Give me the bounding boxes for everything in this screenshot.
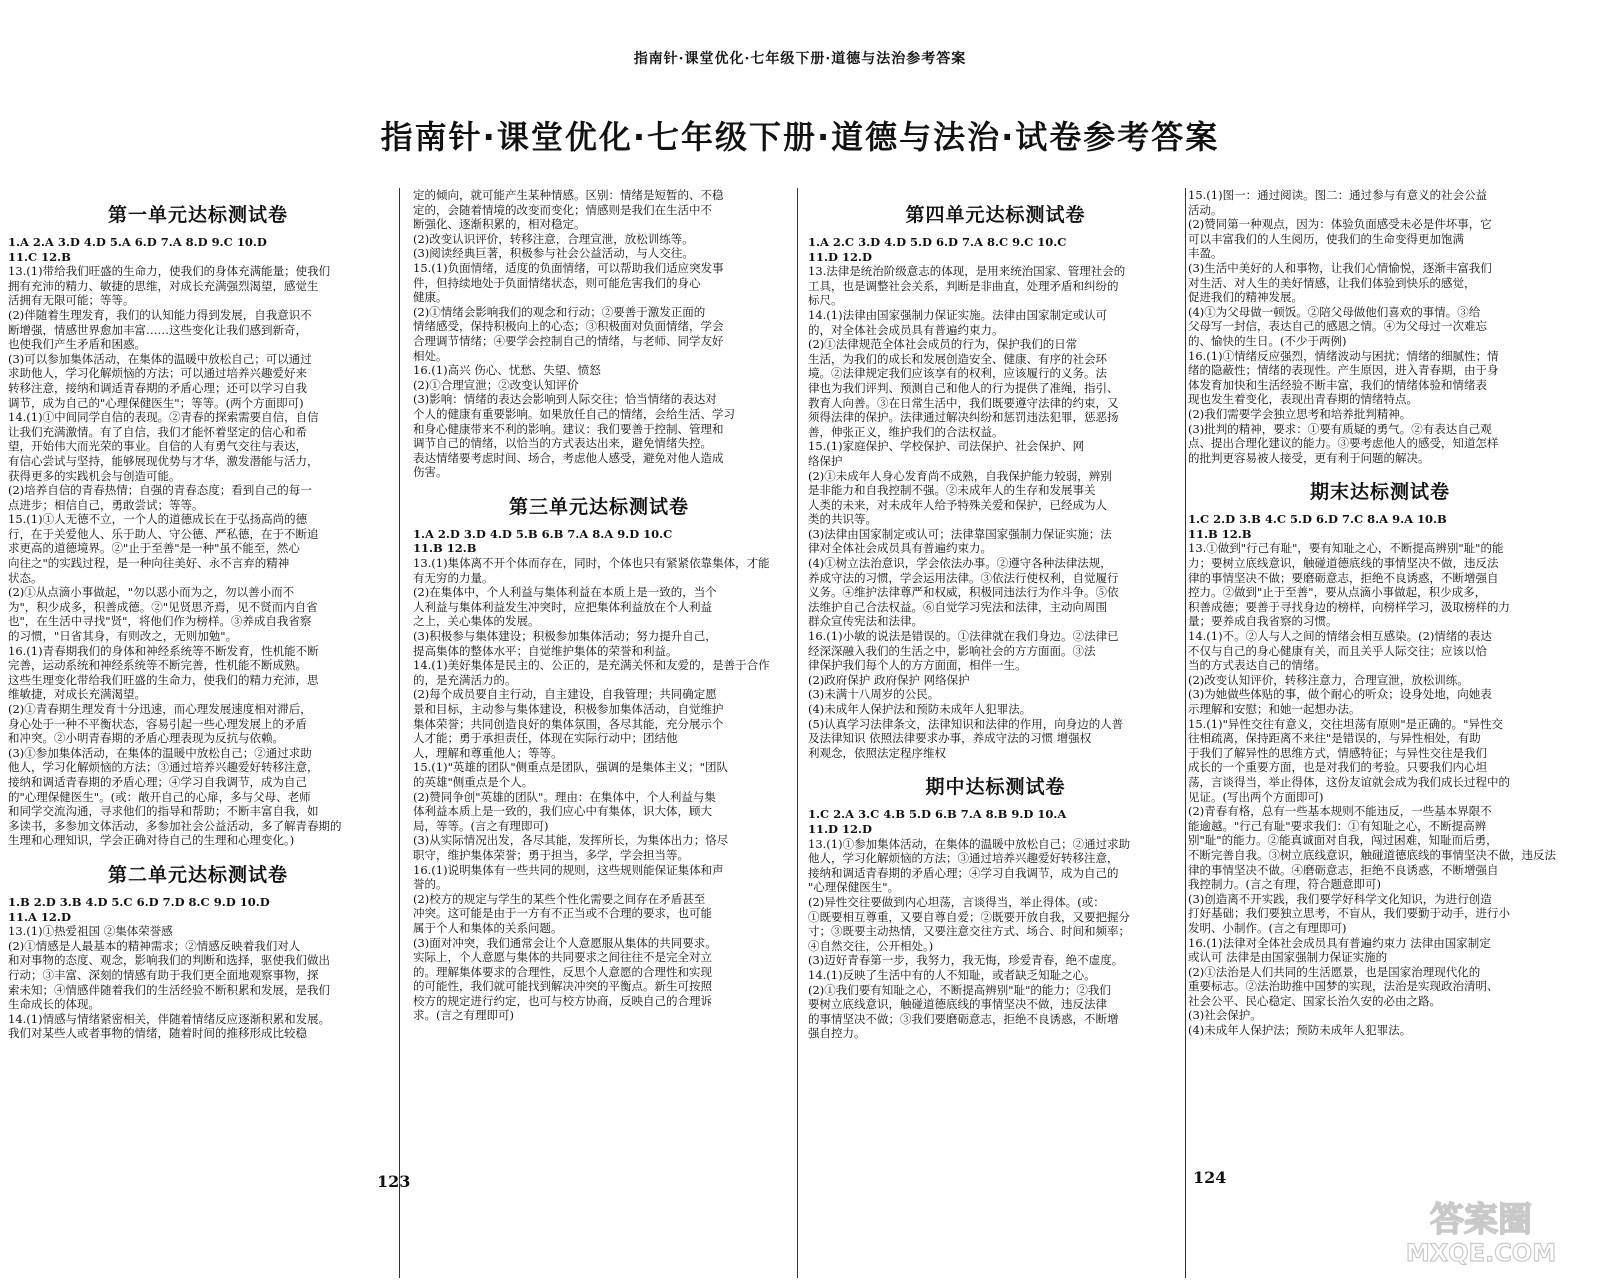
- answer-line: 景和目标，主动参与集体建设，积极参加集体活动，自觉维护: [413, 702, 724, 716]
- answer-line: 往相疏离，保持距离不来往"是错误的，与异性相处，有助: [1188, 731, 1481, 746]
- answer-line: 14.(1)情感与情绪紧密相关，伴随着情绪反应逐渐积累和发展。: [8, 1011, 331, 1026]
- answer-line: (2)①合理宣泄；②改变认知评价: [413, 377, 579, 392]
- answer-line: (2)赞同第一种观点，因为：体验负面感受未必是件坏事，它: [1188, 217, 1492, 232]
- answer-line: 行，在于关爱他人、乐于助人、守公德、严私德，在于不断追: [8, 526, 319, 541]
- answer-line: 望，开始伟大而光荣的事业。自信的人有勇气交往与表达，: [8, 439, 307, 454]
- answer-line: 拥有充沛的精力、敏捷的思维，对成长充满强烈渴望，感觉生: [8, 278, 319, 293]
- answer-line: ①既要相互尊重，又要自尊自爱；②既要开放自我，又要把握分: [808, 909, 1130, 924]
- answer-line: 不仅与自己的身心健康有关，而且关乎人际交往；应该以恰: [1188, 643, 1487, 658]
- answer-line: 定的倾向，就可能产生某种情感。区别：情绪是短暂的、不稳: [413, 188, 724, 202]
- answer-line: 维敏捷，对成长充满渴望。: [8, 687, 146, 702]
- answer-line: 标尺。: [808, 293, 843, 308]
- answer-line: 生命成长的体现。: [8, 997, 100, 1012]
- answer-line: 1.A 2.C 3.D 4.D 5.D 6.D 7.A 8.C 9.C 10.C: [808, 235, 1067, 249]
- answer-line: ④自然交往，公开相处。): [808, 938, 934, 953]
- answer-line: 多读书，多参加文体活动，多参加社会公益活动，多了解青春期的: [8, 818, 342, 833]
- answer-block: [1188, 541, 1572, 1037]
- answer-line: 13.①做到"行己有耻"，要有知耻之心，不断提高辨别"耻"的能: [1188, 541, 1504, 556]
- answer-line: 类的共识等。: [808, 512, 877, 527]
- section-title: 期中达标测试卷: [925, 776, 1066, 799]
- answer-line: 实际上，个人意愿与集体的共同要求之间往往不是完全对立: [413, 950, 712, 965]
- answer-line: 律对全体社会成员具有普遍约束力。: [808, 541, 992, 556]
- answer-line: 集体荣誉；共同创造良好的集体氛围，各尽其能，充分展示个: [413, 716, 724, 731]
- answer-line: (4)①树立法治意识，学会依法办事。②遵守各种法律法规，: [808, 556, 1112, 571]
- answer-line: 1.C 2.A 3.C 4.B 5.D 6.B 7.A 8.B 9.D 10.A: [808, 807, 1067, 822]
- answer-line: 他人，学习化解烦恼的方法；③通过培养兴趣爱好转移注意，: [808, 851, 1119, 866]
- answer-line: 强自控力。: [808, 1026, 866, 1041]
- answer-line: 14.(1)反映了生活中有的人不知耻，或者缺乏知耻之心。: [808, 967, 1096, 982]
- answer-line: (4)①为父母做一顿饭。②陪父母做他们喜欢的事情。③给: [1188, 304, 1481, 319]
- section-title: 第一单元达标测试卷: [107, 204, 288, 226]
- answer-line: 善，伸张正义，维护我们的合法权益。: [808, 424, 1004, 439]
- answer-line: 之上，关心集体的发展。: [413, 614, 540, 629]
- column-divider: [797, 188, 798, 1278]
- answer-line: 提高集体的整体水平；自觉维护集体的荣誉和利益。: [413, 643, 678, 658]
- answer-line: (2)在集体中，个人利益与集体利益在本质上是一致的，当个: [413, 585, 717, 600]
- answer-line: 示理解和安慰；和她一起想办法。: [1188, 702, 1361, 716]
- answer-line: (3)法律由国家制定或认可；法律靠国家强制力保证实施；法: [808, 526, 1112, 541]
- answer-line: (3)阅读经典巨著，积极参与社会公益活动，与人交往。: [413, 246, 694, 261]
- answer-line: 丰盈。: [1188, 246, 1223, 261]
- answer-line: 有无穷的力量。: [413, 570, 494, 585]
- answer-line: 积善成德；要善于寻找身边的榜样，向榜样学习，汲取榜样的力: [1188, 599, 1510, 614]
- answer-block: [8, 264, 388, 848]
- answer-line: (3)可以参加集体活动，在集体的温暖中放松自己；可以通过: [8, 351, 312, 366]
- answer-line: 11.B 12.B: [413, 541, 477, 556]
- answer-line: 教育人向善。③在日常生活中，我们既要遵守法律的约束，又: [808, 395, 1119, 410]
- answer-line: 13.(1)集体离不开个体而存在，同时，个体也只有紧紧依靠集体，才能: [413, 556, 770, 571]
- section-title: 第二单元达标测试卷: [107, 863, 288, 886]
- answer-line: 的。理解集体要求的合理性，反思个人意愿的合理性和实现: [413, 964, 712, 979]
- answer-line: 1.C 2.D 3.B 4.C 5.D 6.D 7.C 8.A 9.A 10.B: [1188, 512, 1447, 527]
- answer-line: 的可能性，我们就可能找到解决冲突的平衡点。新生可按照: [413, 979, 712, 994]
- answer-block: [1188, 188, 1572, 465]
- answer-line: (2)青春有格，总有一些基本规则不能违反，一些基本界限不: [1188, 804, 1492, 819]
- answer-line: (3)积极参与集体建设；积极参加集体活动；努力提升自己，: [413, 629, 717, 644]
- answer-line: 属于个人和集体的关系问题。: [413, 920, 563, 935]
- choice-answers: [8, 235, 388, 264]
- answer-line: 打好基础；我们要独立思考，不盲从，我们要勤于动手，进行小: [1188, 906, 1510, 921]
- section-title: 期末达标测试卷: [1309, 481, 1450, 504]
- watermark-text-cn: 答案圈: [1430, 1200, 1532, 1240]
- choice-answers: [413, 527, 785, 556]
- answer-line: 15.(1)负面情绪，适度的负面情绪，可以帮助我们适应突发事: [413, 260, 724, 275]
- answer-line: 有信心尝试与坚持，能够展现优势与才华，激发潜能与活力，: [8, 453, 319, 468]
- answer-line: (4)未成年人保护法；预防未成年人犯罪法。: [1188, 1023, 1412, 1038]
- answer-line: (3)批判的精神，要求：①要有质疑的勇气。②有表达自己观: [1188, 421, 1492, 436]
- column-1: [8, 188, 388, 1041]
- answer-line: 16.(1)高兴 伤心、忧愁、失望、愤怒: [413, 363, 601, 378]
- answer-line: 的"心理保健医生"。(或：敞开自己的心扉，多与父母、老师: [8, 789, 311, 804]
- answer-line: 境。②法律规定我们应该享有的权利，应该履行的义务。法: [808, 366, 1107, 381]
- answer-line: 向往之"的实践过程，是一种向往美好、永不言弃的精神: [8, 556, 290, 571]
- answer-line: 1.B 2.D 3.B 4.D 5.C 6.D 7.D 8.C 9.D 10.D: [8, 894, 270, 909]
- answer-line: (2)校方的规定与学生的某些个性化需要之间存在矛盾甚至: [413, 891, 706, 906]
- choice-answers: [808, 807, 1183, 836]
- answer-line: 断增强，情感世界愈加丰富……这些变化让我们感到新奇，: [8, 322, 307, 337]
- answer-line: (2)①从点滴小事做起，"勿以恶小而为之，勿以善小而不: [8, 585, 295, 600]
- answer-line: 局，等等。(言之有理即可): [413, 818, 549, 833]
- answer-line: 和对事物的态度、观念，影响我们的判断和选择，驱使我们做出: [8, 953, 330, 968]
- answer-line: 这些生理变化带给我们旺盛的生命力，使我们的精力充沛，思: [8, 672, 319, 687]
- answer-line: 见证。(写出两个方面即可): [1188, 789, 1324, 804]
- answer-line: 要树立底线意识，触碰道德底线的事情坚决不做，违反法律: [808, 997, 1107, 1012]
- answer-line: 16.(1)①情绪反应强烈，情绪波动与困扰；情绪的细腻性；情: [1188, 348, 1499, 363]
- column-divider: [1185, 188, 1186, 1278]
- answer-line: (4)未成年人保护法和预防未成年人犯罪法。: [808, 702, 1032, 716]
- answer-line: 16.(1)青春期我们的身体和神经系统等不断发育，性机能不断: [8, 643, 319, 658]
- answer-line: 的、愉快的生日。(不少于两例): [1188, 333, 1347, 348]
- answer-line: 我控制力。(言之有理，符合题意即可): [1188, 877, 1381, 892]
- answer-line: 寸；③既要主动热情，又要注意交往方式、场合、时间和频率；: [808, 924, 1130, 939]
- answer-line: 接纳和调适青春期的矛盾心理；④学习自我调节，成为自己的: [808, 865, 1119, 880]
- answer-line: 13.(1)带给我们旺盛的生命力，使我们的身体充满能量；使我们: [8, 264, 331, 279]
- answer-line: 13.法律是统治阶级意志的体现，是用来统治国家、管理社会的: [808, 264, 1126, 279]
- column-4: [1188, 188, 1572, 1038]
- answer-line: 父母写一封信，表达自己的感恩之情。④为父母过一次难忘: [1188, 319, 1487, 334]
- answer-line: 伤害。: [413, 465, 448, 480]
- answer-line: 14.(1)不。②人与人之间的情绪会相互感染。(2)情绪的表达: [1188, 629, 1492, 644]
- answer-line: 体利益本质上是一致的，我们应心中有集体，识大体，顾大: [413, 804, 712, 819]
- answer-line: 调节，成为自己的"心理保健医生"；等等。(两个方面即可): [8, 395, 304, 410]
- answer-line: 索未知；④情感伴随着我们的生活经验不断积累和发展，是我们: [8, 982, 330, 997]
- answer-line: 点、提出合理化建议的能力。③要考虑他人的感受，知道怎样: [1188, 436, 1499, 451]
- answer-line: 合理调节情绪；④要学会控制自己的情绪，与老师、同学友好: [413, 333, 724, 348]
- answer-line: 律保护我们每个人的方方面面，相伴一生。: [808, 658, 1027, 673]
- choice-answers: [8, 895, 388, 924]
- answer-line: 15.(1)家庭保护、学校保护、司法保护、社会保护、网: [808, 439, 1085, 454]
- watermark-logo: [1386, 1191, 1576, 1269]
- answer-line: 13.(1)①热爱祖国 ②集体荣誉感: [8, 924, 173, 939]
- answer-line: 活动。: [1188, 202, 1223, 217]
- answer-line: 转移注意，接纳和调适青春期的矛盾心理；还可以学习自我: [8, 380, 307, 395]
- answer-line: 15.(1)图一：通过阅读。图二：通过参与有意义的社会公益: [1188, 188, 1488, 202]
- answer-line: (2)改变认知评价，转移注意力，合理宣泄，放松训练。: [1188, 672, 1469, 687]
- answer-line: 冲突。这可能是由于一方有不正当或不合理的要求，也可能: [413, 906, 712, 921]
- answer-line: (2)①情感是人最基本的精神需求；②情感反映着我们对人: [8, 938, 301, 953]
- answer-line: (3)从实际情况出发，各尽其能，发挥所长，为集体出力；恪尽: [413, 833, 729, 848]
- answer-line: 获得更多的实践机会与创造可能。: [8, 468, 181, 483]
- answer-line: 或认可 法律是由国家强制力保证实施的: [1188, 950, 1388, 965]
- answer-line: 体发育加快和生活经验不断丰富，我们的情绪体验和情绪表: [1188, 377, 1487, 392]
- answer-line: 校方的规定进行约定，也可与校方协商，反映自己的合理诉: [413, 993, 712, 1008]
- answer-line: 件，但持续地处于负面情绪状态，则可能危害我们的身心: [413, 275, 701, 290]
- answer-line: 个人的健康有重要影响。如果放任自己的情绪，会给生活、学习: [413, 406, 735, 421]
- answer-line: 和同学交流沟通，寻求他们的指导和帮助；不断丰富自我，如: [8, 804, 319, 819]
- answer-line: 发明、小制作。(言之有理即可): [1188, 920, 1347, 935]
- answer-line: 15.(1)"异性交往有意义，交往坦荡有原则"是正确的。"异性交: [1188, 716, 1503, 731]
- answer-line: (2)培养自信的青春热情；自强的青春态度；看到自己的每一: [8, 483, 312, 498]
- answer-line: (2)我们需要学会独立思考和培养批判精神。: [1188, 406, 1412, 421]
- answer-line: 13.(1)①参加集体活动，在集体的温暖中放松自己；②通过求助: [808, 836, 1131, 851]
- answer-line: 接纳和调适青春期的矛盾心理；④学习自我调节，成为自己: [8, 774, 307, 789]
- answer-line: 络保护: [808, 453, 843, 468]
- page-number-right: 124: [1193, 1168, 1227, 1187]
- answer-line: 让我们充满激情。有了自信，我们才能怀着坚定的信心和希: [8, 424, 307, 439]
- answer-line: 1.A 2.D 3.D 4.D 5.B 6.B 7.A 8.A 9.D 10.C: [413, 526, 673, 541]
- answer-line: 和冲突。②小明青春期的矛盾心理表现为反抗与依赖。: [8, 731, 284, 746]
- answer-line: 可以丰富我们的人生阅历，使我们的生命变得更加饱满: [1188, 231, 1464, 246]
- answer-line: 15.(1)①人无德不立，一个人的道德成长在于弘扬高尚的德: [8, 512, 308, 527]
- section-title: 第三单元达标测试卷: [508, 495, 689, 518]
- column-3: [808, 188, 1183, 1041]
- answer-line: 调节自己的情绪，以恰当的方式表达出来，避免情绪失控。: [413, 436, 712, 451]
- answer-line: 16.(1)说明集体有一些共同的规则，这些规则能保证集体和声: [413, 862, 724, 877]
- answer-line: (2)①我们要有知耻之心，不断提高辨别"耻"的能力；②我们: [808, 982, 1111, 997]
- answer-line: (3)生活中美好的人和事物，让我们心情愉悦，逐渐丰富我们: [1188, 260, 1492, 275]
- answer-line: 控力。②做到"止于至善"，要从点滴小事做起，积少成多，: [1188, 585, 1487, 600]
- answer-line: 职守，维护集体荣誉；勇于担当，多学，学会担当等。: [413, 847, 689, 862]
- answer-line: 经深深融入我们的生活之中，影响社会的方方面面。③法: [808, 643, 1096, 658]
- answer-line: (3)①参加集体活动，在集体的温暖中放松自己；②通过求助: [8, 745, 312, 760]
- answer-line: 法维护自己合法权益。⑥自觉学习宪法和法律，主动向周围: [808, 599, 1107, 614]
- answer-line: 求助他人，学习化解烦恼的方法；可以通过培养兴趣爱好来: [8, 366, 307, 381]
- answer-line: 不断完善自我。③树立底线意识，触碰道德底线的事情坚决不做，违反法: [1188, 847, 1556, 862]
- answer-line: 的，对全体社会成员具有普遍约束力。: [808, 322, 1004, 337]
- answer-line: 律的事情坚决不做；要磨砺意志，拒绝不良诱惑，不断增强自: [1188, 570, 1499, 585]
- answer-line: (5)认真学习法律条文，法律知识和法律的作用，向身边的人普: [808, 716, 1124, 731]
- answer-line: 11.A 12.D: [8, 909, 71, 924]
- column-divider: [399, 188, 400, 1278]
- answer-line: 也"，在生活中寻找"贤"，将他们作为榜样。③养成自我省察: [8, 614, 312, 629]
- answer-line: 生活，为我们的成长和发展创造安全、健康、有序的社会环: [808, 351, 1107, 366]
- answer-line: 现也发生着变化，表现出青春期的情绪特点。: [1188, 392, 1418, 407]
- answer-line: 16.(1)小敏的说法是错误的。①法律就在我们身边。②法律已: [808, 629, 1119, 644]
- answer-line: 14.(1)美好集体是民主的、公正的，是充满关怀和友爱的，是善于合作: [413, 658, 770, 673]
- answer-line: 的习惯，"日省其身，有则改之，无则加勉"。: [8, 629, 238, 644]
- answer-line: (2)赞同争创"英雄的团队"。理由：在集体中，个人利益与集: [413, 789, 716, 804]
- answer-line: 是非能力和自我控制不强。②未成年人的生存和发展事关: [808, 483, 1096, 498]
- section-title: 第四单元达标测试卷: [905, 204, 1086, 226]
- answer-line: 完善，运动系统和神经系统等不断完善，性机能不断成熟。: [8, 658, 307, 673]
- answer-line: (2)①法治是人们共同的生活愿景，也是国家治理现代化的: [1188, 964, 1481, 979]
- answer-line: 人才能；勇于承担责任，体现在实际行动中；团结他: [413, 731, 678, 746]
- answer-line: 的，是充满活力的。: [413, 672, 517, 687]
- answer-line: 群众宣传宪法和法律。: [808, 614, 923, 629]
- answer-line: 成长的一个重要方面，也是对我们的考验。只要我们内心坦: [1188, 760, 1487, 775]
- answer-line: 表达情绪要考虑时间、场合，考虑他人感受，避免对他人造成: [413, 450, 724, 465]
- answer-line: 律的事情坚决不做。④磨砺意志，拒绝不良诱惑，不断增强自: [1188, 862, 1499, 877]
- answer-line: 人类的未来，对未成年人给予特殊关爱和保护，已经成为人: [808, 497, 1107, 512]
- answer-line: 的英雄"侧重点是个人。: [413, 774, 534, 789]
- answer-line: 誉的。: [413, 877, 448, 892]
- answer-line: (2)①法律规范全体社会成员的行为，保护我们的日常: [808, 337, 1078, 352]
- answer-line: 11.D 12.D: [808, 821, 872, 836]
- answer-line: 利观念，依照法定程序维权: [808, 745, 946, 760]
- answer-line: 和身心健康带来不利的影响。建议：我们要善于控制、管理和: [413, 421, 724, 436]
- answer-line: 相处。: [413, 348, 448, 363]
- answer-line: (2)改变认识评价，转移注意，合理宣泄，放松训练等。: [413, 231, 694, 246]
- answer-line: 荡，言谈得当，举止得体，这份友谊就会成为我们成长过程中的: [1188, 774, 1510, 789]
- answer-line: (3)迈好青春第一步，我努力，我无悔，珍爱青春，绝不虚度。: [808, 953, 1124, 968]
- answer-line: 健康。: [413, 290, 448, 305]
- answer-line: 能逾越。"行己有耻"要求我们：①有知耻之心，不断提高辨: [1188, 818, 1487, 833]
- answer-line: 当的方式表达自己的情绪。: [1188, 658, 1326, 673]
- running-head: 指南针·课堂优化·七年级下册·道德与法治参考答案: [633, 51, 967, 67]
- answer-line: (2)①青春期生理发育十分迅速，而心理发展速度相对滞后，: [8, 702, 312, 716]
- answer-line: (3)影响：情绪的表达会影响到人际交往；恰当情绪的表达对: [413, 392, 717, 407]
- answer-line: (2)伴随着生理发育，我们的认知能力得到发展，自我意识不: [8, 307, 312, 322]
- answer-line: 工具，也是调整社会关系，判断是非曲直，处理矛盾和纠纷的: [808, 278, 1119, 293]
- answer-line: 行动；③丰富、深刻的情感有助于我们更全面地观察事物，探: [8, 967, 319, 982]
- answer-line: 点进步；相信自己，勇敢尝试；等等。: [8, 497, 204, 512]
- answer-line: 力；要树立底线意识，触碰道德底线的事情坚决不做，违反法: [1188, 556, 1499, 571]
- answer-line: 1.A 2.A 3.D 4.D 5.A 6.D 7.A 8.D 9.C 10.D: [8, 235, 267, 249]
- answer-line: "心理保健医生"。: [808, 880, 900, 895]
- choice-answers: [808, 235, 1183, 264]
- answer-block: [808, 264, 1183, 760]
- choice-answers: [1188, 512, 1572, 541]
- answer-line: (2)政府保护 政府保护 网络保护: [808, 672, 970, 687]
- answer-line: 促进我们的精神发展。: [1188, 290, 1303, 305]
- answer-line: 的批判更容易被人接受，更有利于问题的解决。: [1188, 450, 1430, 465]
- answer-line: 人，理解和尊重他人；等等。: [413, 745, 563, 760]
- answer-line: (3)社会保护。: [1188, 1008, 1262, 1023]
- answer-line: 量；要养成自我省察的习惯。: [1188, 614, 1338, 629]
- answer-line: 对生活、对人生的美好情感，让我们体验到快乐的感觉，: [1188, 275, 1476, 290]
- answer-line: 的事情坚决不做；③我们要磨砺意志，拒绝不良诱惑，不断增: [808, 1011, 1119, 1026]
- answer-line: 重要标志。②法治助推中国梦的实现，法治是实现政治清明、: [1188, 979, 1499, 994]
- answer-line: (3)创造离不开实践，我们要学好科学文化知识，为进行创造: [1188, 891, 1492, 906]
- answer-line: 状态。: [8, 570, 43, 585]
- answer-line: 14.(1)①中间同学自信的表现。②青春的探索需要自信，自信: [8, 410, 319, 425]
- answer-line: 他人，学习化解烦恼的方法；③通过培养兴趣爱好转移注意，: [8, 760, 319, 775]
- answer-line: 活拥有无限可能；等等。: [8, 293, 135, 308]
- answer-line: 16.(1)法律对全体社会成员具有普遍约束力 法律由国家制定: [1188, 935, 1491, 950]
- answer-line: 人利益与集体利益发生冲突时，应把集体利益放在个人利益: [413, 599, 712, 614]
- answer-line: 身心处于一种不平衡状态，容易引起一些心理发展上的矛盾: [8, 716, 307, 731]
- answer-line: 求更高的道德境界。②"止于至善"是一种"虽不能至，然心: [8, 541, 300, 556]
- answer-line: (3)面对冲突，我们通常会让个人意愿服从集体的共同要求。: [413, 935, 717, 950]
- answer-line: (2)异性交往要做到内心坦荡，言谈得当，举止得体。(或：: [808, 894, 1105, 909]
- answer-line: 于我们了解异性的思维方式，情感特征；与异性交往是我们: [1188, 745, 1487, 760]
- answer-line: 断强化、逐渐积累的，相对稳定。: [413, 217, 586, 232]
- answer-block: [413, 556, 785, 1023]
- answer-line: (2)每个成员要自主行动，自主建设，自我管理；共同确定愿: [413, 687, 717, 702]
- answer-line: (3)为她做些体贴的事，做个耐心的听众；设身处地，向她表: [1188, 687, 1492, 702]
- answer-line: 生理和心理知识，学会正确对待自己的生理和心理变化。): [8, 833, 295, 848]
- answer-line: 义务。④维护法律尊严和权威，积极同违法行为作斗争。⑤依: [808, 585, 1119, 600]
- page-number-left: 123: [377, 1172, 411, 1191]
- answer-line: 15.(1)"英雄的团队"侧重点是团队，强调的是集体主义；"团队: [413, 760, 728, 775]
- answer-line: 情绪感受，保持积极向上的心态；③积极面对负面情绪，学会: [413, 319, 724, 334]
- answer-line: 及法律知识 依照法律要求办事，养成守法的习惯 增强权: [808, 731, 1092, 746]
- answer-line: 为"，积少成多，积善成德。②"见贤思齐焉，见不贤而内自省: [8, 599, 318, 614]
- answer-line: 养成守法的习惯，学会运用法律。③依法行使权利，自觉履行: [808, 570, 1119, 585]
- answer-line: 11.B 12.B: [1188, 526, 1252, 541]
- answer-line: 别"耻"的能力。②能真诚面对自我，闯过困难，知耻而后勇，: [1188, 833, 1498, 848]
- answer-line: 律也为我们评判、预测自己和他人的行为提供了准绳，指引、: [808, 380, 1119, 395]
- answer-line: 求。(言之有理即可): [413, 1008, 514, 1023]
- answer-line: 绪的隐蔽性；情绪的表现性。产生原因，进入青春期，由于身: [1188, 363, 1499, 378]
- answer-block: [413, 188, 785, 480]
- answer-line: (2)①未成年人身心发育尚不成熟，自我保护能力较弱，辨别: [808, 468, 1112, 483]
- answer-line: 14.(1)法律由国家强制力保证实施。法律由国家制定或认可: [808, 307, 1108, 322]
- answer-line: 也使我们产生矛盾和困惑。: [8, 337, 146, 352]
- answer-block: [8, 924, 388, 1041]
- answer-line: 定的，会随着情境的改变而变化；情感则是我们在生活中不: [413, 202, 712, 217]
- answer-line: 11.D 12.D: [808, 249, 872, 264]
- answer-line: (2)①情绪会影响我们的观念和行动；②要善于激发正面的: [413, 304, 706, 319]
- answer-line: 11.C 12.B: [8, 249, 71, 264]
- answer-block: [808, 837, 1183, 1041]
- answer-line: 须得法律的保护。法律通过解决纠纷和惩罚违法犯罪，惩恶扬: [808, 410, 1119, 425]
- watermark-text-url: MXQE.COM: [1405, 1239, 1557, 1267]
- column-2: [413, 188, 785, 1023]
- page-title: 指南针·课堂优化·七年级下册·道德与法治·试卷参考答案: [380, 118, 1220, 156]
- answer-line: 我们对某些人或者事物的情绪，随着时间的推移形成比较稳: [8, 1026, 307, 1041]
- answer-line: (3)未满十八周岁的公民。: [808, 687, 940, 702]
- answer-line: 社会公平、民心稳定、国家长治久安的必由之路。: [1188, 993, 1441, 1008]
